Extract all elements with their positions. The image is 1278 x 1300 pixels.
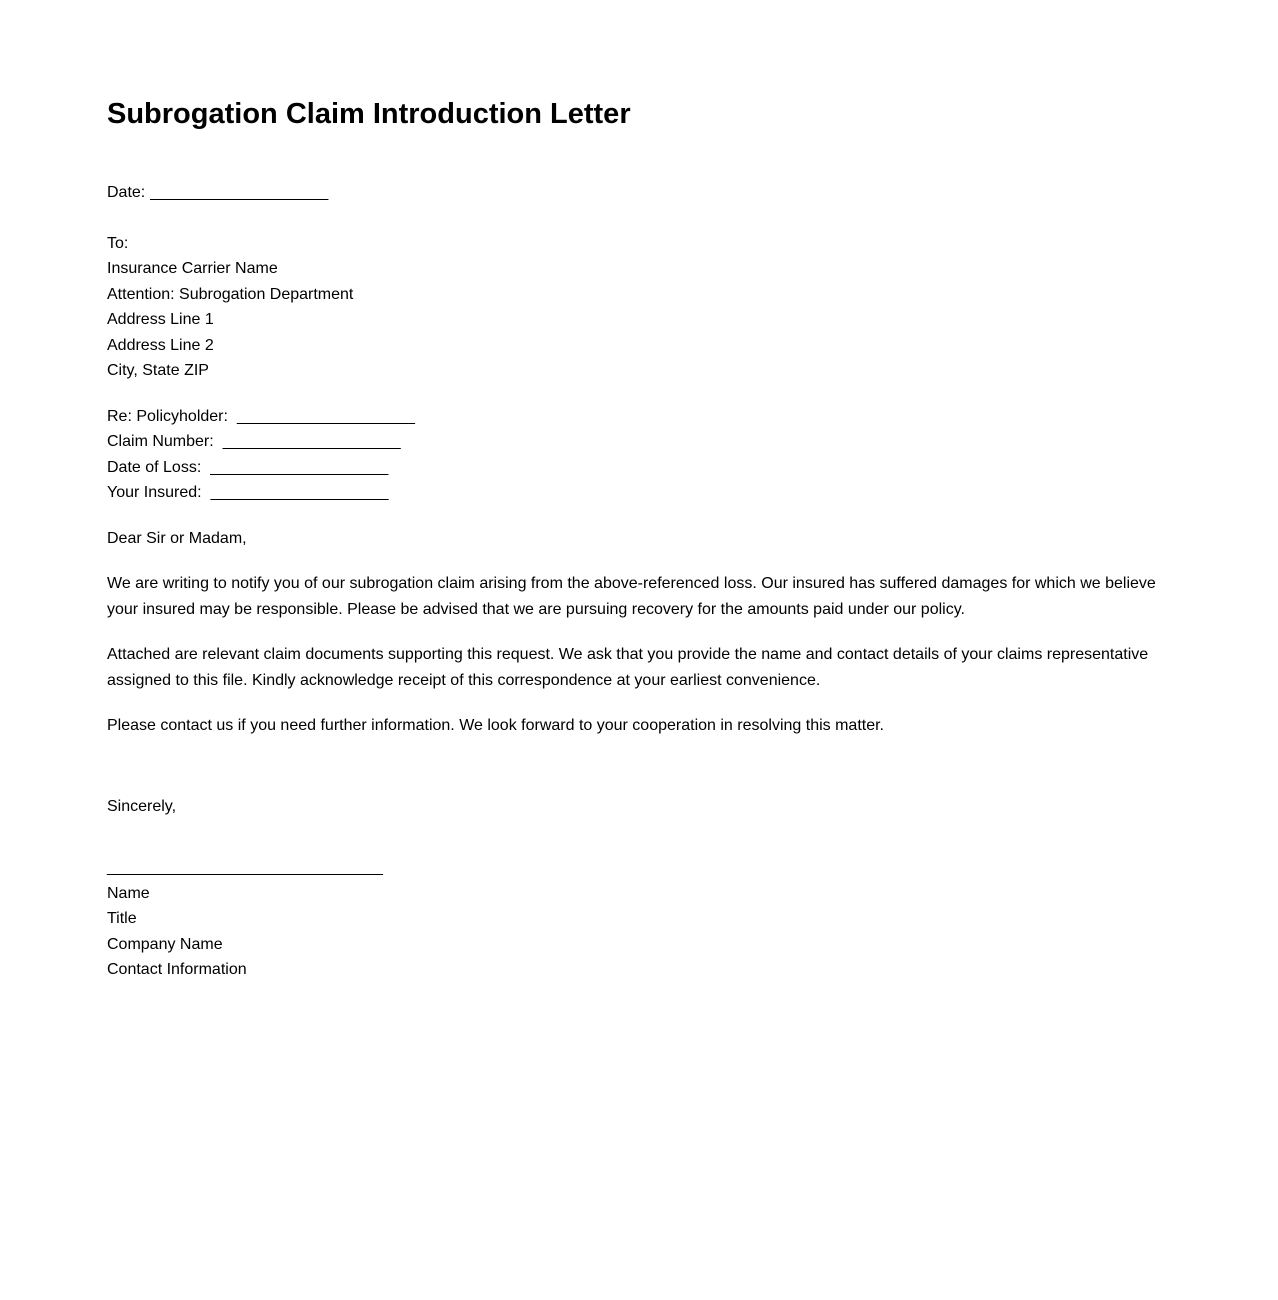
policyholder-blank: ____________________ [236, 407, 415, 425]
body-paragraph-1: We are writing to notify you of our subrogation claim arising from the above-referenced loss. Our insured has suffered damages for which we believe your insured may be responsible. Please be advised that we are pursuing recovery for the amounts paid under our policy. [107, 575, 1156, 618]
salutation: Dear Sir or Madam, [107, 529, 247, 547]
recipient-line-to: To: [107, 234, 129, 252]
recipient-line-address-2: Address Line 2 [107, 336, 214, 354]
reference-field-your-insured [107, 480, 1171, 506]
signature-line: _______________________________ [107, 859, 383, 876]
page-title: Subrogation Claim Introduction Letter [107, 98, 631, 130]
date-field [107, 180, 1171, 206]
date-label: Date: [107, 184, 146, 201]
body-paragraph-2: Attached are relevant claim documents supporting this request. We ask that you provide the name and contact details of your claims representative assigned to this file. Kindly acknowledge receipt of this correspondence at your earliest convenience. [107, 646, 1149, 689]
signature-block [107, 855, 1171, 983]
body-paragraph-3: Please contact us if you need further information. We look forward to your cooperation in resolving this matter. [107, 717, 884, 734]
your-insured-label: Your Insured: [107, 484, 202, 501]
recipient-line-city-state-zip: City, State ZIP [107, 362, 209, 379]
date-of-loss-blank: ____________________ [210, 458, 389, 476]
date-blank: ____________________ [150, 184, 329, 201]
claim-number-label: Claim Number: [107, 433, 214, 450]
recipient-block [107, 231, 1171, 384]
date-of-loss-label: Date of Loss: [107, 458, 202, 476]
closing: Sincerely, [107, 797, 177, 815]
reference-field-policyholder [107, 404, 1171, 430]
reference-field-date-of-loss [107, 455, 1171, 481]
signature-title: Title [107, 910, 137, 927]
signature-name: Name [107, 884, 150, 902]
reference-block [107, 404, 1171, 506]
policyholder-label: Re: Policyholder: [107, 407, 228, 425]
signature-contact: Contact Information [107, 961, 247, 978]
your-insured-blank: ____________________ [210, 484, 389, 501]
reference-field-claim-number [107, 429, 1171, 455]
claim-number-blank: ____________________ [222, 433, 401, 450]
signature-company: Company Name [107, 935, 223, 953]
recipient-line-carrier-name: Insurance Carrier Name [107, 260, 278, 277]
recipient-line-address-1: Address Line 1 [107, 311, 214, 328]
recipient-line-attention: Attention: Subrogation Department [107, 285, 354, 303]
letter-content [107, 97, 1171, 983]
